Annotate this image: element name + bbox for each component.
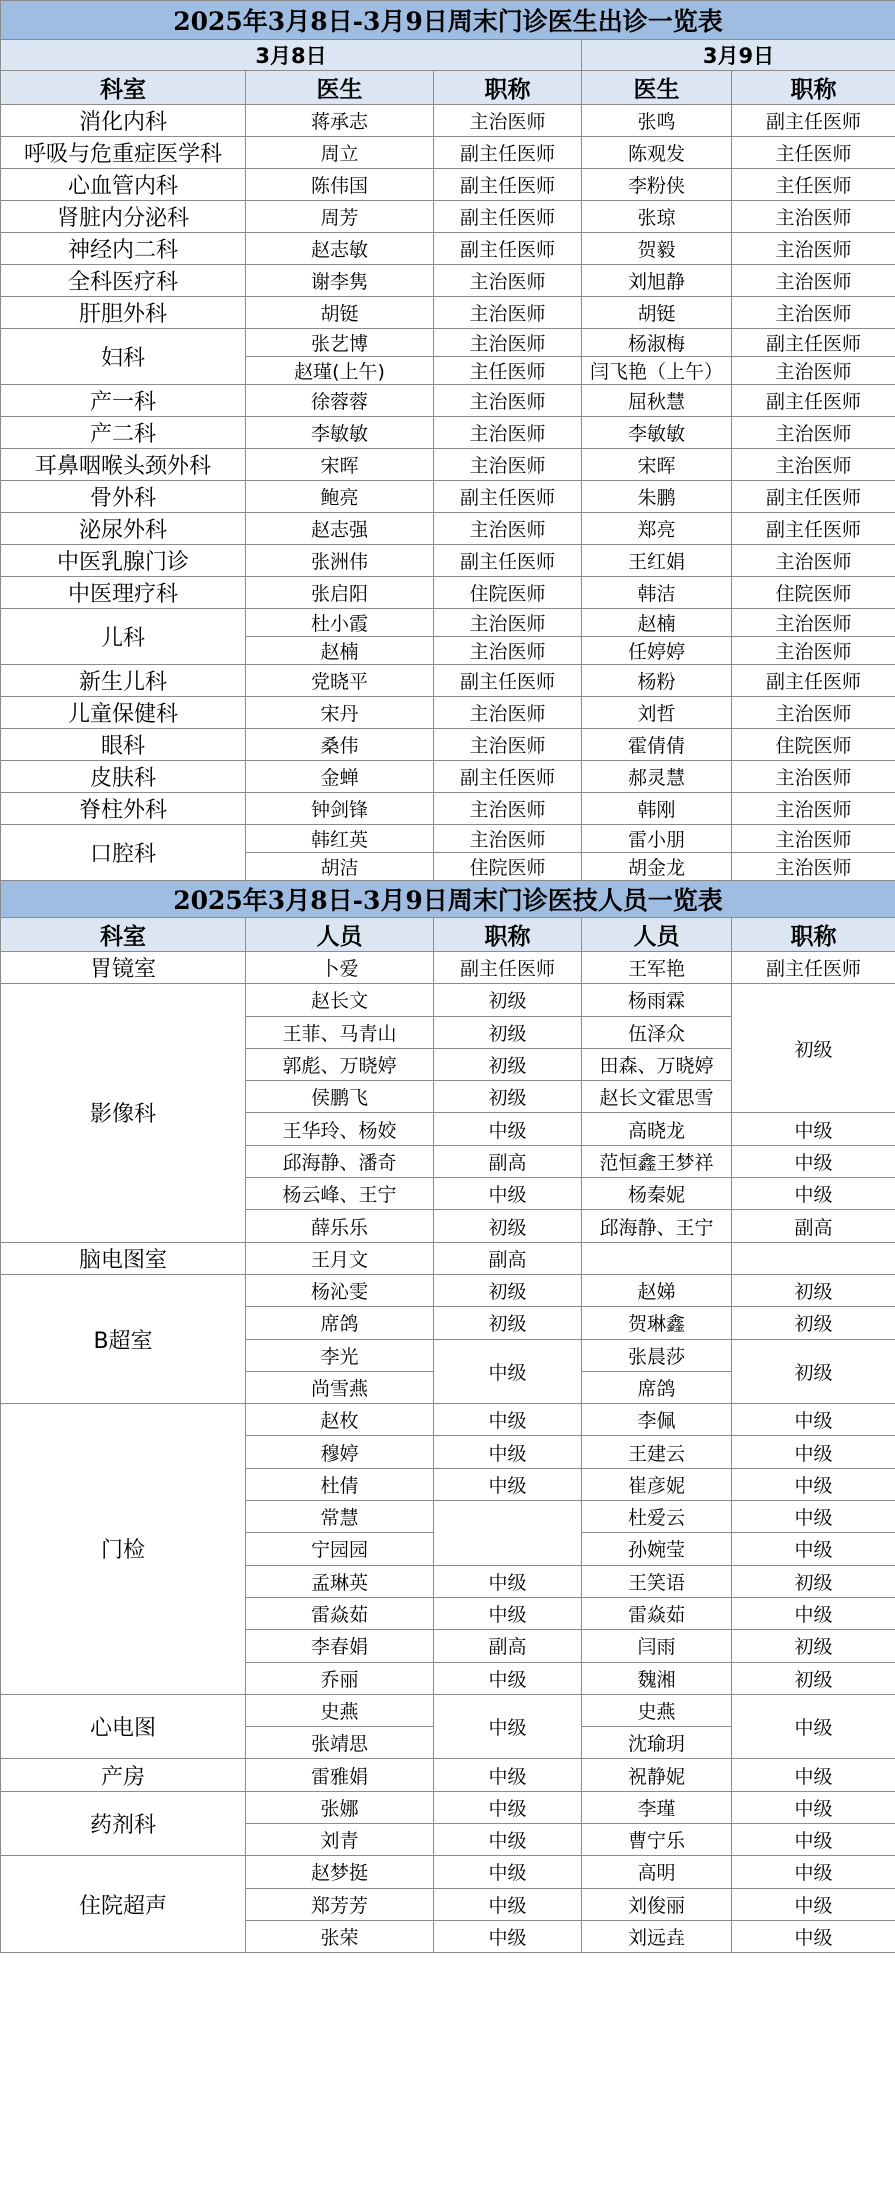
doctor-cell-person-mar9: 韩刚 <box>582 793 732 825</box>
date-header-row <box>1 40 895 71</box>
tech-cell-department: 胃镜室 <box>1 952 246 984</box>
doctor-cell-person-mar8: 杜小霞 <box>246 609 434 637</box>
doctor-cell-department: 呼吸与危重症医学科 <box>1 137 246 169</box>
doctor-table-row <box>1 793 895 825</box>
doctor-cell-person-mar8: 赵楠 <box>246 637 434 665</box>
doctor-cell-grade-mar8: 主治医师 <box>434 793 582 825</box>
tech-cell-person-mar9: 杨秦妮 <box>582 1178 732 1210</box>
tech-cell-grade-mar9: 中级 <box>732 1888 895 1920</box>
tech-cell-person-mar9: 魏湘 <box>582 1662 732 1694</box>
doctor-table-row <box>1 545 895 577</box>
doctor-table-row <box>1 265 895 297</box>
doctor-cell-person-mar8: 赵志敏 <box>246 233 434 265</box>
doctor-cell-person-mar9: 郝灵慧 <box>582 761 732 793</box>
doctor-cell-grade-mar8: 住院医师 <box>434 853 582 881</box>
tech-cell-grade-mar9: 初级 <box>732 1630 895 1662</box>
tech-cell-grade-mar8: 初级 <box>434 1210 582 1242</box>
tech-cell-person-mar8: 郑芳芳 <box>246 1888 434 1920</box>
doctor-cell-grade-mar9: 主治医师 <box>732 697 895 729</box>
tech-cell-person-mar8: 席鸽 <box>246 1307 434 1339</box>
doctor-cell-department: 肾脏内分泌科 <box>1 201 246 233</box>
doctor-cell-grade-mar8: 主治医师 <box>434 385 582 417</box>
doctor-table-row <box>1 169 895 201</box>
tech-cell-department: 药剂科 <box>1 1791 246 1856</box>
tech-cell-person-mar8: 杜倩 <box>246 1468 434 1500</box>
doctor-cell-grade-mar8: 副主任医师 <box>434 233 582 265</box>
doctor-cell-person-mar9: 李粉侠 <box>582 169 732 201</box>
tech-cell-person-mar9: 赵长文霍思雪 <box>582 1081 732 1113</box>
col-header-doctor-mar8: 医生 <box>246 71 434 105</box>
tech-cell-grade-mar9: 中级 <box>732 1501 895 1533</box>
tech-cell-person-mar8: 史燕 <box>246 1694 434 1726</box>
tech-cell-grade-mar8: 中级 <box>434 1888 582 1920</box>
tech-cell-grade-mar8: 中级 <box>434 1856 582 1888</box>
doctor-cell-person-mar8: 陈伟国 <box>246 169 434 201</box>
doctor-cell-person-mar9: 宋晖 <box>582 449 732 481</box>
tech-cell-grade-mar8: 副高 <box>434 1630 582 1662</box>
tech-col-header-department: 科室 <box>1 918 246 952</box>
doctor-cell-grade-mar8: 主治医师 <box>434 637 582 665</box>
doctor-table-row <box>1 329 895 357</box>
tech-cell-person-mar9: 王建云 <box>582 1436 732 1468</box>
doctor-cell-person-mar8: 金蝉 <box>246 761 434 793</box>
tech-cell-grade-mar9: 初级 <box>732 1565 895 1597</box>
tech-cell-department: B超室 <box>1 1274 246 1403</box>
doctor-cell-department: 泌尿外科 <box>1 513 246 545</box>
doctor-cell-grade-mar9: 副主任医师 <box>732 481 895 513</box>
doctor-cell-grade-mar8: 主治医师 <box>434 825 582 853</box>
tech-table-row <box>1 1694 895 1726</box>
doctor-cell-person-mar8: 李敏敏 <box>246 417 434 449</box>
tech-cell-grade-mar8: 中级 <box>434 1791 582 1823</box>
tech-cell-person-mar9: 田森、万晓婷 <box>582 1048 732 1080</box>
tech-table-row <box>1 984 895 1016</box>
tech-cell-person-mar8: 刘青 <box>246 1824 434 1856</box>
tech-cell-grade-mar9: 中级 <box>732 1404 895 1436</box>
doctor-cell-grade-mar9: 主治医师 <box>732 825 895 853</box>
col-header-title-mar9: 职称 <box>732 71 895 105</box>
doctor-cell-person-mar9: 胡金龙 <box>582 853 732 881</box>
tech-col-header-staff-mar8: 人员 <box>246 918 434 952</box>
tech-cell-department: 门检 <box>1 1404 246 1695</box>
doctor-cell-person-mar8: 宋丹 <box>246 697 434 729</box>
doctor-cell-grade-mar8: 主治医师 <box>434 297 582 329</box>
doctor-cell-grade-mar9: 主治医师 <box>732 793 895 825</box>
doctor-cell-grade-mar8: 主治医师 <box>434 697 582 729</box>
doctor-cell-department: 脊柱外科 <box>1 793 246 825</box>
doctor-cell-person-mar8: 党晓平 <box>246 665 434 697</box>
doctor-cell-grade-mar8: 主治医师 <box>434 329 582 357</box>
doctor-cell-grade-mar8: 副主任医师 <box>434 665 582 697</box>
doctor-cell-department: 皮肤科 <box>1 761 246 793</box>
doctor-cell-grade-mar9: 主治医师 <box>732 297 895 329</box>
date-header-mar8: 3月8日 <box>1 40 582 71</box>
tech-cell-grade-mar8: 初级 <box>434 1016 582 1048</box>
doctor-cell-grade-mar9: 主治医师 <box>732 357 895 385</box>
doctor-cell-person-mar8: 周立 <box>246 137 434 169</box>
tech-cell-person-mar9: 王笑语 <box>582 1565 732 1597</box>
tech-cell-grade-mar8: 中级 <box>434 1339 582 1404</box>
tech-cell-person-mar8: 常慧 <box>246 1501 434 1533</box>
doctor-cell-person-mar9: 张鸣 <box>582 105 732 137</box>
tech-cell-person-mar8: 张靖思 <box>246 1727 434 1759</box>
tech-cell-grade-mar9: 副高 <box>732 1210 895 1242</box>
doctor-cell-person-mar8: 赵志强 <box>246 513 434 545</box>
tech-cell-department: 产房 <box>1 1759 246 1791</box>
doctor-cell-grade-mar8: 住院医师 <box>434 577 582 609</box>
doctor-cell-person-mar8: 徐蓉蓉 <box>246 385 434 417</box>
tech-cell-person-mar8: 邱海静、潘奇 <box>246 1145 434 1177</box>
tech-col-header-grade-mar9: 职称 <box>732 918 895 952</box>
tech-cell-grade-mar8: 初级 <box>434 984 582 1016</box>
tech-staff-title: 2025年3月8日-3月9日周末门诊医技人员一览表 <box>1 881 895 918</box>
doctor-cell-grade-mar9: 主治医师 <box>732 449 895 481</box>
doctor-cell-grade-mar9: 副主任医师 <box>732 665 895 697</box>
tech-cell-grade-mar8: 中级 <box>434 1436 582 1468</box>
tech-table-row <box>1 1404 895 1436</box>
doctor-cell-department: 神经内二科 <box>1 233 246 265</box>
doctor-table-row <box>1 449 895 481</box>
tech-cell-grade-mar8: 初级 <box>434 1307 582 1339</box>
tech-cell-person-mar9: 沈瑜玥 <box>582 1727 732 1759</box>
doctor-cell-grade-mar8: 主治医师 <box>434 449 582 481</box>
doctor-cell-grade-mar8: 主治医师 <box>434 265 582 297</box>
doctor-cell-person-mar8: 张启阳 <box>246 577 434 609</box>
tech-cell-grade-mar9: 中级 <box>732 1113 895 1145</box>
doctor-cell-grade-mar9: 主任医师 <box>732 137 895 169</box>
doctor-cell-grade-mar9: 副主任医师 <box>732 385 895 417</box>
tech-table-row <box>1 1759 895 1791</box>
tech-col-header-staff-mar9: 人员 <box>582 918 732 952</box>
doctor-cell-grade-mar9: 住院医师 <box>732 577 895 609</box>
doctor-cell-person-mar9: 朱鹏 <box>582 481 732 513</box>
tech-cell-person-mar8: 雷雅娟 <box>246 1759 434 1791</box>
tech-table-row <box>1 1242 895 1274</box>
tech-cell-person-mar9: 张晨莎 <box>582 1339 732 1371</box>
doctor-cell-person-mar8: 张艺博 <box>246 329 434 357</box>
doctor-cell-department: 中医理疗科 <box>1 577 246 609</box>
tech-cell-person-mar8: 雷焱茹 <box>246 1597 434 1629</box>
tech-cell-grade-mar9: 副主任医师 <box>732 952 895 984</box>
tech-cell-grade-mar9: 初级 <box>732 1339 895 1404</box>
doctor-cell-department: 骨外科 <box>1 481 246 513</box>
tech-cell-grade-mar8: 副高 <box>434 1145 582 1177</box>
tech-cell-person-mar9: 赵娣 <box>582 1274 732 1306</box>
tech-cell-person-mar9: 高晓龙 <box>582 1113 732 1145</box>
doctor-cell-department: 产二科 <box>1 417 246 449</box>
doctor-cell-person-mar9: 王红娟 <box>582 545 732 577</box>
tech-cell-person-mar8: 张荣 <box>246 1920 434 1952</box>
doctor-table-row <box>1 297 895 329</box>
doctor-cell-person-mar9: 杨粉 <box>582 665 732 697</box>
tech-cell-grade-mar8: 中级 <box>434 1565 582 1597</box>
doctor-cell-person-mar9: 贺毅 <box>582 233 732 265</box>
doctor-cell-department: 全科医疗科 <box>1 265 246 297</box>
col-header-title-mar8: 职称 <box>434 71 582 105</box>
tech-column-header-row <box>1 918 895 952</box>
tech-cell-grade-mar9: 中级 <box>732 1920 895 1952</box>
doctor-cell-grade-mar8: 主治医师 <box>434 729 582 761</box>
tech-cell-person-mar8: 孟琳英 <box>246 1565 434 1597</box>
doctor-cell-department: 中医乳腺门诊 <box>1 545 246 577</box>
doctor-cell-person-mar8: 胡铤 <box>246 297 434 329</box>
tech-cell-grade-mar8: 初级 <box>434 1048 582 1080</box>
tech-cell-department: 心电图 <box>1 1694 246 1759</box>
doctor-cell-department: 肝胆外科 <box>1 297 246 329</box>
tech-cell-person-mar8: 杨沁雯 <box>246 1274 434 1306</box>
doctor-cell-person-mar9: 张琼 <box>582 201 732 233</box>
doctor-cell-person-mar9: 杨淑梅 <box>582 329 732 357</box>
tech-cell-person-mar8: 王华玲、杨姣 <box>246 1113 434 1145</box>
doctor-cell-grade-mar8: 主任医师 <box>434 357 582 385</box>
doctor-cell-department: 儿童保健科 <box>1 697 246 729</box>
tech-cell-grade-mar9: 中级 <box>732 1759 895 1791</box>
doctor-table-row <box>1 761 895 793</box>
doctor-table-row <box>1 417 895 449</box>
tech-cell-person-mar9: 雷焱茹 <box>582 1597 732 1629</box>
tech-cell-grade-mar8: 中级 <box>434 1759 582 1791</box>
doctor-table-row <box>1 609 895 637</box>
tech-cell-grade-mar9: 中级 <box>732 1694 895 1759</box>
tech-col-header-grade-mar8: 职称 <box>434 918 582 952</box>
tech-cell-grade-mar9: 初级 <box>732 1662 895 1694</box>
doctor-cell-grade-mar8: 副主任医师 <box>434 545 582 577</box>
doctor-cell-person-mar8: 鲍亮 <box>246 481 434 513</box>
doctor-cell-person-mar9: 屈秋慧 <box>582 385 732 417</box>
doctor-cell-person-mar9: 刘旭静 <box>582 265 732 297</box>
doctor-cell-grade-mar9: 主治医师 <box>732 265 895 297</box>
doctor-cell-grade-mar8: 副主任医师 <box>434 169 582 201</box>
tech-cell-person-mar9: 李佩 <box>582 1404 732 1436</box>
tech-cell-person-mar9: 曹宁乐 <box>582 1824 732 1856</box>
doctor-table-row <box>1 825 895 853</box>
doctor-cell-person-mar8: 蒋承志 <box>246 105 434 137</box>
doctor-cell-person-mar9: 闫飞艳（上午） <box>582 357 732 385</box>
doctor-cell-person-mar8: 胡洁 <box>246 853 434 881</box>
tech-cell-person-mar9: 李瑾 <box>582 1791 732 1823</box>
doctor-table-row <box>1 481 895 513</box>
doctor-cell-grade-mar9: 副主任医师 <box>732 105 895 137</box>
doctor-cell-grade-mar9: 主治医师 <box>732 201 895 233</box>
doctor-table-row <box>1 385 895 417</box>
tech-cell-department: 影像科 <box>1 984 246 1242</box>
doctor-cell-department: 心血管内科 <box>1 169 246 201</box>
doctor-cell-grade-mar9: 主治医师 <box>732 637 895 665</box>
doctor-cell-person-mar8: 张洲伟 <box>246 545 434 577</box>
tech-cell-person-mar9: 邱海静、王宁 <box>582 1210 732 1242</box>
tech-cell-person-mar8: 穆婷 <box>246 1436 434 1468</box>
doctor-cell-grade-mar8: 主治医师 <box>434 513 582 545</box>
doctor-cell-grade-mar8: 主治医师 <box>434 417 582 449</box>
tech-cell-grade-mar9: 初级 <box>732 1274 895 1306</box>
tech-cell-grade-mar9: 中级 <box>732 1178 895 1210</box>
tech-cell-person-mar9: 杨雨霖 <box>582 984 732 1016</box>
tech-cell-person-mar8: 郭彪、万晓婷 <box>246 1048 434 1080</box>
tech-staff-title-row <box>1 881 895 918</box>
tech-cell-person-mar8: 王月文 <box>246 1242 434 1274</box>
tech-cell-grade-mar9: 中级 <box>732 1791 895 1823</box>
doctor-table-row <box>1 729 895 761</box>
doctor-cell-person-mar9: 郑亮 <box>582 513 732 545</box>
doctor-cell-person-mar8: 谢李隽 <box>246 265 434 297</box>
tech-cell-grade-mar8: 初级 <box>434 1081 582 1113</box>
tech-cell-grade-mar8: 中级 <box>434 1920 582 1952</box>
doctor-table-row <box>1 513 895 545</box>
tech-cell-grade-mar9: 中级 <box>732 1597 895 1629</box>
tech-cell-grade-mar8: 中级 <box>434 1178 582 1210</box>
tech-cell-person-mar8: 杨云峰、王宁 <box>246 1178 434 1210</box>
tech-cell-person-mar9: 杜爱云 <box>582 1501 732 1533</box>
doctor-cell-person-mar8: 周芳 <box>246 201 434 233</box>
doctor-cell-department: 妇科 <box>1 329 246 385</box>
doctor-cell-grade-mar8: 主治医师 <box>434 105 582 137</box>
doctor-cell-person-mar9: 刘哲 <box>582 697 732 729</box>
tech-cell-person-mar9: 范恒鑫王梦祥 <box>582 1145 732 1177</box>
tech-cell-person-mar9 <box>582 1242 732 1274</box>
doctor-cell-person-mar9: 李敏敏 <box>582 417 732 449</box>
tech-cell-person-mar8: 赵枚 <box>246 1404 434 1436</box>
tech-cell-grade-mar9: 中级 <box>732 1145 895 1177</box>
tech-cell-person-mar9: 闫雨 <box>582 1630 732 1662</box>
tech-cell-grade-mar9: 中级 <box>732 1856 895 1888</box>
tech-cell-grade-mar9: 中级 <box>732 1533 895 1565</box>
doctor-cell-grade-mar9: 主任医师 <box>732 169 895 201</box>
doctor-cell-person-mar9: 雷小朋 <box>582 825 732 853</box>
doctor-cell-person-mar8: 桑伟 <box>246 729 434 761</box>
tech-cell-grade-mar8: 中级 <box>434 1468 582 1500</box>
doctor-table-row <box>1 105 895 137</box>
date-header-mar9: 3月9日 <box>582 40 895 71</box>
doctor-cell-person-mar9: 胡铤 <box>582 297 732 329</box>
doctor-cell-person-mar9: 韩洁 <box>582 577 732 609</box>
doctor-schedule-title-row <box>1 1 895 40</box>
doctor-cell-grade-mar8: 副主任医师 <box>434 201 582 233</box>
doctor-cell-grade-mar9: 副主任医师 <box>732 513 895 545</box>
tech-cell-grade-mar8: 副高 <box>434 1242 582 1274</box>
tech-cell-grade-mar8: 副主任医师 <box>434 952 582 984</box>
tech-cell-person-mar8: 尚雪燕 <box>246 1371 434 1403</box>
doctor-cell-department: 消化内科 <box>1 105 246 137</box>
tech-cell-person-mar8: 侯鹏飞 <box>246 1081 434 1113</box>
doctor-column-header-row <box>1 71 895 105</box>
col-header-department: 科室 <box>1 71 246 105</box>
doctor-table-row <box>1 137 895 169</box>
doctor-cell-person-mar8: 韩红英 <box>246 825 434 853</box>
doctor-cell-person-mar9: 陈观发 <box>582 137 732 169</box>
doctor-schedule-title: 2025年3月8日-3月9日周末门诊医生出诊一览表 <box>1 1 895 40</box>
tech-cell-person-mar8: 宁园园 <box>246 1533 434 1565</box>
doctor-cell-grade-mar8: 主治医师 <box>434 609 582 637</box>
tech-cell-person-mar8: 李春娟 <box>246 1630 434 1662</box>
tech-cell-grade-mar8 <box>434 1501 582 1566</box>
tech-cell-person-mar9: 伍泽众 <box>582 1016 732 1048</box>
tech-cell-grade-mar9: 中级 <box>732 1824 895 1856</box>
tech-cell-person-mar8: 赵长文 <box>246 984 434 1016</box>
tech-cell-person-mar9: 孙婉莹 <box>582 1533 732 1565</box>
doctor-table-row <box>1 665 895 697</box>
tech-cell-grade-mar9: 初级 <box>732 984 895 1113</box>
tech-table-row <box>1 1274 895 1306</box>
doctor-cell-grade-mar8: 副主任医师 <box>434 481 582 513</box>
tech-cell-grade-mar8: 中级 <box>434 1662 582 1694</box>
doctor-cell-department: 口腔科 <box>1 825 246 881</box>
tech-table-row <box>1 1856 895 1888</box>
doctor-table-row <box>1 233 895 265</box>
tech-cell-person-mar9: 王军艳 <box>582 952 732 984</box>
doctor-cell-department: 儿科 <box>1 609 246 665</box>
tech-cell-grade-mar9 <box>732 1242 895 1274</box>
doctor-cell-person-mar8: 赵瑾(上午) <box>246 357 434 385</box>
tech-cell-person-mar9: 崔彦妮 <box>582 1468 732 1500</box>
tech-cell-person-mar8: 李光 <box>246 1339 434 1371</box>
tech-cell-person-mar9: 刘远垚 <box>582 1920 732 1952</box>
doctor-cell-department: 眼科 <box>1 729 246 761</box>
doctor-cell-person-mar8: 宋晖 <box>246 449 434 481</box>
tech-cell-person-mar9: 史燕 <box>582 1694 732 1726</box>
doctor-table-row <box>1 577 895 609</box>
doctor-cell-department: 耳鼻咽喉头颈外科 <box>1 449 246 481</box>
doctor-cell-grade-mar9: 主治医师 <box>732 545 895 577</box>
tech-cell-person-mar8: 薛乐乐 <box>246 1210 434 1242</box>
tech-cell-person-mar8: 王菲、马青山 <box>246 1016 434 1048</box>
doctor-cell-grade-mar9: 主治医师 <box>732 417 895 449</box>
tech-cell-department: 脑电图室 <box>1 1242 246 1274</box>
tech-table-row <box>1 952 895 984</box>
doctor-cell-grade-mar8: 副主任医师 <box>434 761 582 793</box>
tech-cell-person-mar9: 贺琳鑫 <box>582 1307 732 1339</box>
tech-cell-person-mar8: 乔丽 <box>246 1662 434 1694</box>
tech-cell-department: 住院超声 <box>1 1856 246 1953</box>
tech-cell-grade-mar9: 初级 <box>732 1307 895 1339</box>
tech-table-row <box>1 1791 895 1823</box>
tech-cell-person-mar8: 张娜 <box>246 1791 434 1823</box>
tech-cell-person-mar8: 卜爱 <box>246 952 434 984</box>
tech-cell-grade-mar8: 中级 <box>434 1824 582 1856</box>
doctor-cell-person-mar8: 钟剑锋 <box>246 793 434 825</box>
tech-cell-grade-mar8: 中级 <box>434 1404 582 1436</box>
tech-cell-person-mar9: 祝静妮 <box>582 1759 732 1791</box>
doctor-cell-grade-mar9: 主治医师 <box>732 609 895 637</box>
tech-cell-grade-mar8: 初级 <box>434 1274 582 1306</box>
col-header-doctor-mar9: 医生 <box>582 71 732 105</box>
doctor-cell-department: 产一科 <box>1 385 246 417</box>
tech-cell-person-mar9: 席鸽 <box>582 1371 732 1403</box>
doctor-table-row <box>1 201 895 233</box>
doctor-cell-grade-mar9: 副主任医师 <box>732 329 895 357</box>
tech-cell-grade-mar9: 中级 <box>732 1436 895 1468</box>
tech-cell-grade-mar8: 中级 <box>434 1694 582 1759</box>
doctor-cell-department: 新生儿科 <box>1 665 246 697</box>
tech-cell-person-mar8: 赵梦挺 <box>246 1856 434 1888</box>
doctor-cell-grade-mar8: 副主任医师 <box>434 137 582 169</box>
tech-cell-person-mar9: 刘俊丽 <box>582 1888 732 1920</box>
doctor-cell-person-mar9: 任婷婷 <box>582 637 732 665</box>
tech-cell-grade-mar8: 中级 <box>434 1113 582 1145</box>
doctor-cell-person-mar9: 赵楠 <box>582 609 732 637</box>
doctor-cell-person-mar9: 霍倩倩 <box>582 729 732 761</box>
doctor-cell-grade-mar9: 主治医师 <box>732 853 895 881</box>
tech-cell-grade-mar9: 中级 <box>732 1468 895 1500</box>
doctor-table-row <box>1 697 895 729</box>
tech-cell-grade-mar8: 中级 <box>434 1597 582 1629</box>
doctor-cell-grade-mar9: 住院医师 <box>732 729 895 761</box>
tech-cell-person-mar9: 高明 <box>582 1856 732 1888</box>
doctor-cell-grade-mar9: 主治医师 <box>732 761 895 793</box>
doctor-cell-grade-mar9: 主治医师 <box>732 233 895 265</box>
